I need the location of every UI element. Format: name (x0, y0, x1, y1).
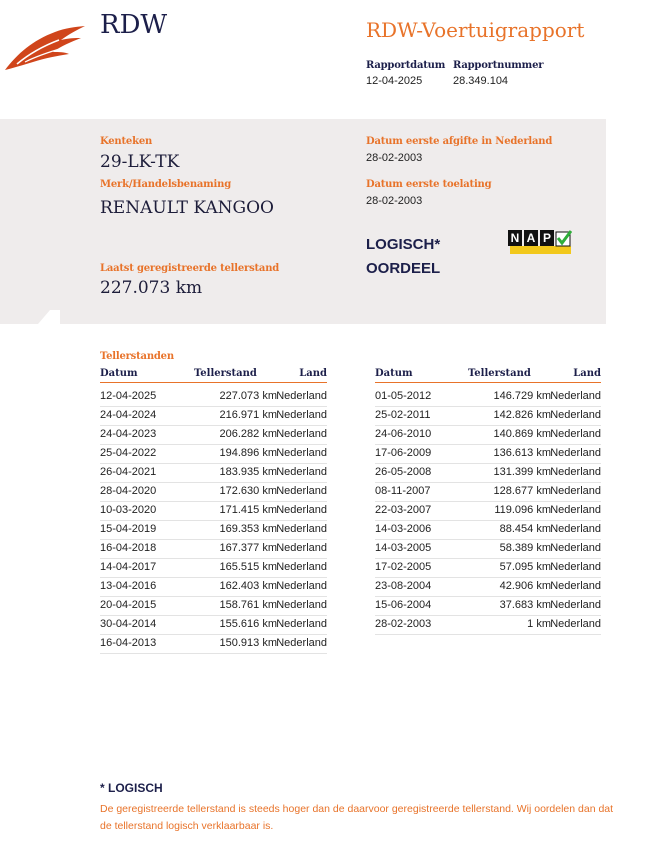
brand-name: RDW (100, 10, 168, 40)
row-land: Nederland (550, 599, 601, 611)
row-tellerstand: 216.971 km (219, 409, 277, 421)
table-row (375, 444, 601, 464)
row-land: Nederland (276, 466, 327, 478)
row-land: Nederland (550, 447, 601, 459)
row-tellerstand: 128.677 km (493, 485, 551, 497)
tellerstand-label: Laatst geregistreerde tellerstand (100, 263, 280, 274)
eerste-afgifte-label: Datum eerste afgifte in Nederland (366, 136, 553, 147)
row-tellerstand: 162.403 km (219, 580, 277, 592)
row-tellerstand: 142.826 km (493, 409, 551, 421)
table-row (375, 425, 601, 445)
row-tellerstand: 227.073 km (219, 390, 277, 402)
row-datum: 01-05-2012 (375, 390, 432, 402)
row-datum: 22-03-2007 (375, 504, 432, 516)
table-row (100, 406, 327, 426)
row-tellerstand: 140.869 km (493, 428, 551, 440)
report-title: RDW-Voertuigrapport (366, 18, 585, 42)
row-datum: 14-03-2005 (375, 542, 432, 554)
row-land: Nederland (550, 390, 601, 402)
row-land: Nederland (550, 409, 601, 421)
row-tellerstand: 57.095 km (499, 561, 551, 573)
nap-logo-icon: N A P (508, 230, 571, 254)
row-land: Nederland (550, 523, 601, 535)
oordeel-line1: LOGISCH* (366, 236, 441, 253)
row-datum: 15-06-2004 (375, 599, 432, 611)
table-row (100, 634, 327, 654)
footnote-text: De geregistreerde tellerstand is steeds hoger dan de daarvoor geregistreerde tellerstand. Wij oordelen dan dat de tellerstand logisch verklaarbaar is. (100, 803, 614, 832)
row-tellerstand: 172.630 km (219, 485, 277, 497)
rapportdatum-label: Rapportdatum (366, 60, 446, 71)
row-land: Nederland (276, 409, 327, 421)
row-datum: 25-04-2022 (100, 447, 157, 459)
row-datum: 25-02-2011 (375, 409, 431, 421)
row-datum: 08-11-2007 (375, 485, 431, 497)
row-tellerstand: 42.906 km (499, 580, 551, 592)
row-datum: 24-04-2024 (100, 409, 157, 421)
row-land: Nederland (276, 390, 327, 402)
row-datum: 16-04-2018 (100, 542, 157, 554)
row-tellerstand: 165.515 km (219, 561, 277, 573)
table-row (100, 615, 327, 635)
row-datum: 20-04-2015 (100, 599, 157, 611)
row-datum: 17-06-2009 (375, 447, 432, 459)
row-land: Nederland (276, 504, 327, 516)
row-land: Nederland (276, 580, 327, 592)
row-tellerstand: 146.729 km (493, 390, 551, 402)
row-land: Nederland (550, 542, 601, 554)
row-land: Nederland (550, 561, 601, 573)
rdw-logo-icon (3, 24, 89, 72)
tellerstanden-title: Tellerstanden (100, 351, 174, 362)
row-land: Nederland (550, 428, 601, 440)
table-row (100, 539, 327, 559)
col-land: Land (299, 368, 327, 379)
table-row (100, 577, 327, 597)
footnote-title: * LOGISCH (100, 781, 163, 795)
col-tellerstand: Tellerstand (194, 368, 257, 379)
row-datum: 30-04-2014 (100, 618, 157, 630)
kenteken-value: 29-LK-TK (100, 152, 180, 172)
row-tellerstand: 119.096 km (494, 504, 551, 516)
row-land: Nederland (550, 618, 601, 630)
row-land: Nederland (276, 618, 327, 630)
row-land: Nederland (276, 561, 327, 573)
row-datum: 12-04-2025 (100, 390, 157, 402)
table-row (100, 425, 327, 445)
table-row (100, 482, 327, 502)
table-row (100, 558, 327, 578)
eerste-toelating-label: Datum eerste toelating (366, 179, 492, 190)
table-row (375, 577, 601, 597)
row-land: Nederland (550, 580, 601, 592)
row-land: Nederland (276, 428, 327, 440)
row-datum: 26-05-2008 (375, 466, 432, 478)
row-datum: 17-02-2005 (375, 561, 432, 573)
tellerstand-value: 227.073 km (100, 278, 203, 298)
eerste-afgifte-value: 28-02-2003 (366, 152, 423, 164)
table-header (100, 368, 327, 383)
table-header (375, 368, 601, 383)
eerste-toelating-value: 28-02-2003 (366, 195, 423, 207)
row-datum: 13-04-2016 (100, 580, 157, 592)
row-tellerstand: 131.399 km (493, 466, 551, 478)
row-tellerstand: 136.613 km (493, 447, 551, 459)
row-land: Nederland (550, 504, 601, 516)
rapportnummer-label: Rapportnummer (453, 60, 544, 71)
merk-value: RENAULT KANGOO (100, 198, 274, 218)
row-datum: 15-04-2019 (100, 523, 157, 535)
table-row (100, 520, 327, 540)
row-land: Nederland (550, 485, 601, 497)
row-datum: 24-06-2010 (375, 428, 432, 440)
table-row (100, 463, 327, 483)
table-row (375, 596, 601, 616)
row-datum: 28-04-2020 (100, 485, 157, 497)
table-row (100, 387, 327, 407)
table-row (375, 406, 601, 426)
vehicle-panel (0, 119, 606, 324)
row-datum: 23-08-2004 (375, 580, 432, 592)
row-tellerstand: 171.415 km (219, 504, 277, 516)
row-tellerstand: 88.454 km (499, 523, 551, 535)
table-row (100, 501, 327, 521)
row-tellerstand: 37.683 km (499, 599, 551, 611)
rapportdatum-value: 12-04-2025 (366, 75, 423, 87)
row-tellerstand: 155.616 km (219, 618, 277, 630)
col-datum: Datum (100, 368, 138, 379)
col-datum: Datum (375, 368, 413, 379)
table-row (375, 387, 601, 407)
row-datum: 24-04-2023 (100, 428, 157, 440)
merk-label: Merk/Handelsbenaming (100, 179, 232, 190)
table-row (375, 482, 601, 502)
row-tellerstand: 167.377 km (219, 542, 277, 554)
row-land: Nederland (276, 485, 327, 497)
table-row (375, 463, 601, 483)
rapportnummer-value: 28.349.104 (453, 75, 509, 87)
col-tellerstand: Tellerstand (468, 368, 531, 379)
row-tellerstand: 150.913 km (219, 637, 277, 649)
row-datum: 14-04-2017 (100, 561, 157, 573)
col-land: Land (573, 368, 601, 379)
row-tellerstand: 183.935 km (219, 466, 277, 478)
table-row (375, 615, 601, 635)
table-row (375, 520, 601, 540)
row-land: Nederland (276, 599, 327, 611)
row-land: Nederland (276, 447, 327, 459)
row-datum: 28-02-2003 (375, 618, 432, 630)
row-tellerstand: 1 km (527, 618, 551, 630)
row-datum: 14-03-2006 (375, 523, 432, 535)
row-land: Nederland (550, 466, 601, 478)
row-land: Nederland (276, 637, 327, 649)
row-tellerstand: 169.353 km (219, 523, 277, 535)
row-land: Nederland (276, 542, 327, 554)
table-row (375, 501, 601, 521)
table-row (375, 558, 601, 578)
row-tellerstand: 206.282 km (219, 428, 277, 440)
kenteken-label: Kenteken (100, 136, 153, 147)
table-row (100, 444, 327, 464)
oordeel-line2: OORDEEL (366, 260, 441, 277)
row-tellerstand: 194.896 km (219, 447, 277, 459)
row-tellerstand: 58.389 km (499, 542, 551, 554)
table-row (375, 539, 601, 559)
row-datum: 10-03-2020 (100, 504, 157, 516)
row-tellerstand: 158.761 km (219, 599, 277, 611)
table-row (100, 596, 327, 616)
panel-corner-cut (0, 308, 60, 326)
row-land: Nederland (276, 523, 327, 535)
row-datum: 16-04-2013 (100, 637, 157, 649)
row-datum: 26-04-2021 (100, 466, 157, 478)
